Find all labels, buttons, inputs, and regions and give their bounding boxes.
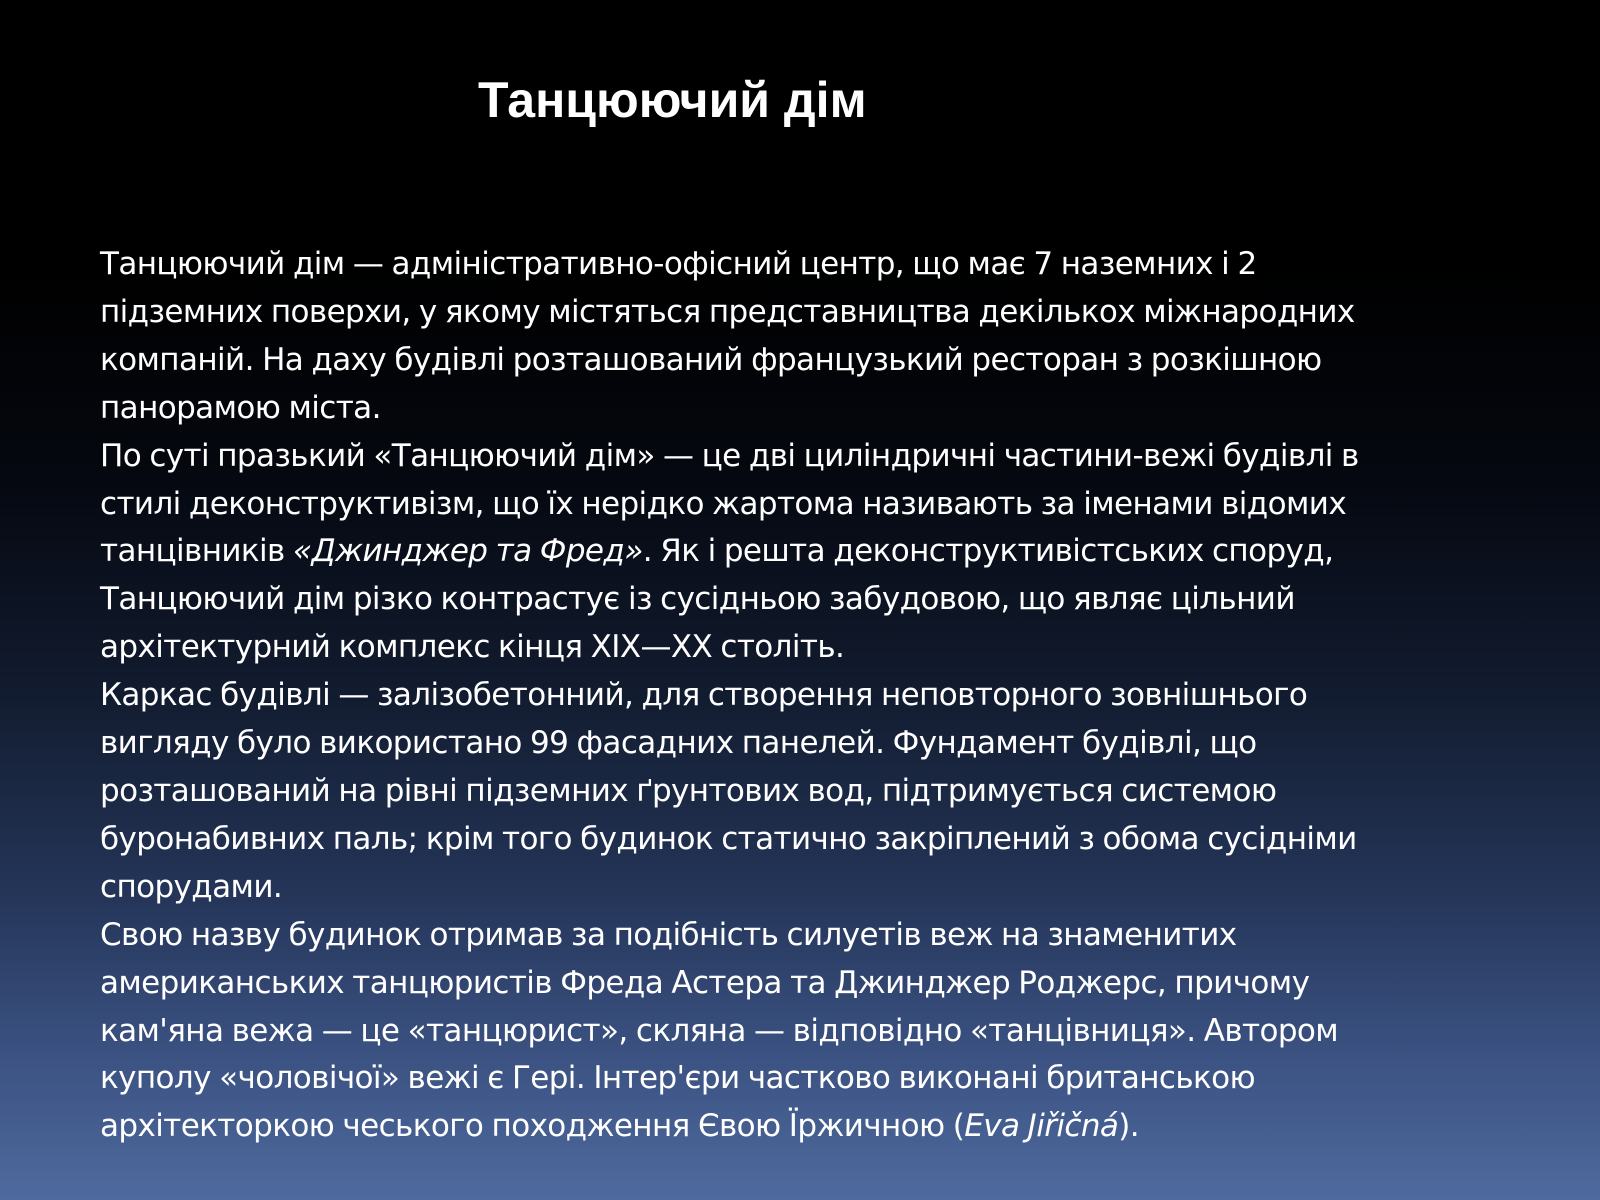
text-line: По суті празький «Танцюючий дім» — це дві циліндричні частини-вежі будівлі в [100,437,1359,474]
text-line: архітектурний комплекс кінця XIX—XX століть. [100,629,845,666]
slide-title: Танцюючий дім [478,72,867,128]
text-line: буронабивних паль; крім того будинок статично закріплений з обома сусідніми [100,820,1357,857]
text-segment: танцівників [100,533,293,570]
text-line: Танцюючий дім різко контрастує із сусідньою забудовою, що являє цільний [100,581,1295,618]
text-line: панорамою міста. [100,389,381,426]
text-line: Танцюючий дім — адміністративно-офісний центр, що має 7 наземних і 2 [100,246,1257,282]
text-line: американських танцюристів Фреда Астера та Джинджер Роджерс, причому [100,964,1310,1001]
text-line: кам'яна вежа — це «танцюрист», скляна — відповідно «танцівниця». Автором [100,1012,1339,1049]
text-line: вигляду було використано 99 фасадних панелей. Фундамент будівлі, що [100,725,1257,762]
text-line: Свою назву будинок отримав за подібність силуетів веж на знаменитих [100,916,1237,953]
text-line: стилі деконструктивізм, що їх нерідко жартома називають за іменами відомих [100,485,1347,522]
text-segment: архітекторкою чеського походження Євою Їржичною ( [100,1108,965,1145]
text-line: куполу «чоловічої» вежі є Гері. Інтер'єри частково виконані британською [100,1060,1256,1097]
italic-quote: «Джинджер та Фред» [292,533,643,570]
text-segment: ). [1118,1108,1140,1145]
body-text [100,241,1500,1151]
text-line: спорудами. [100,868,283,905]
text-segment: . Як і решта деконструктивістських споруд, [642,533,1334,570]
text-line [100,528,1500,576]
italic-name: Eva Jiřičná [964,1108,1119,1145]
text-line: розташований на рівні підземних ґрунтових вод, підтримується системою [100,772,1277,809]
text-line [100,1103,1500,1151]
text-line: підземних поверхи, у якому містяться представництва декількох міжнародних [100,293,1355,330]
text-line: Каркас будівлі — залізобетонний, для створення неповторного зовнішнього [100,677,1308,714]
text-line: компаній. На даху будівлі розташований французький ресторан з розкішною [100,341,1322,378]
